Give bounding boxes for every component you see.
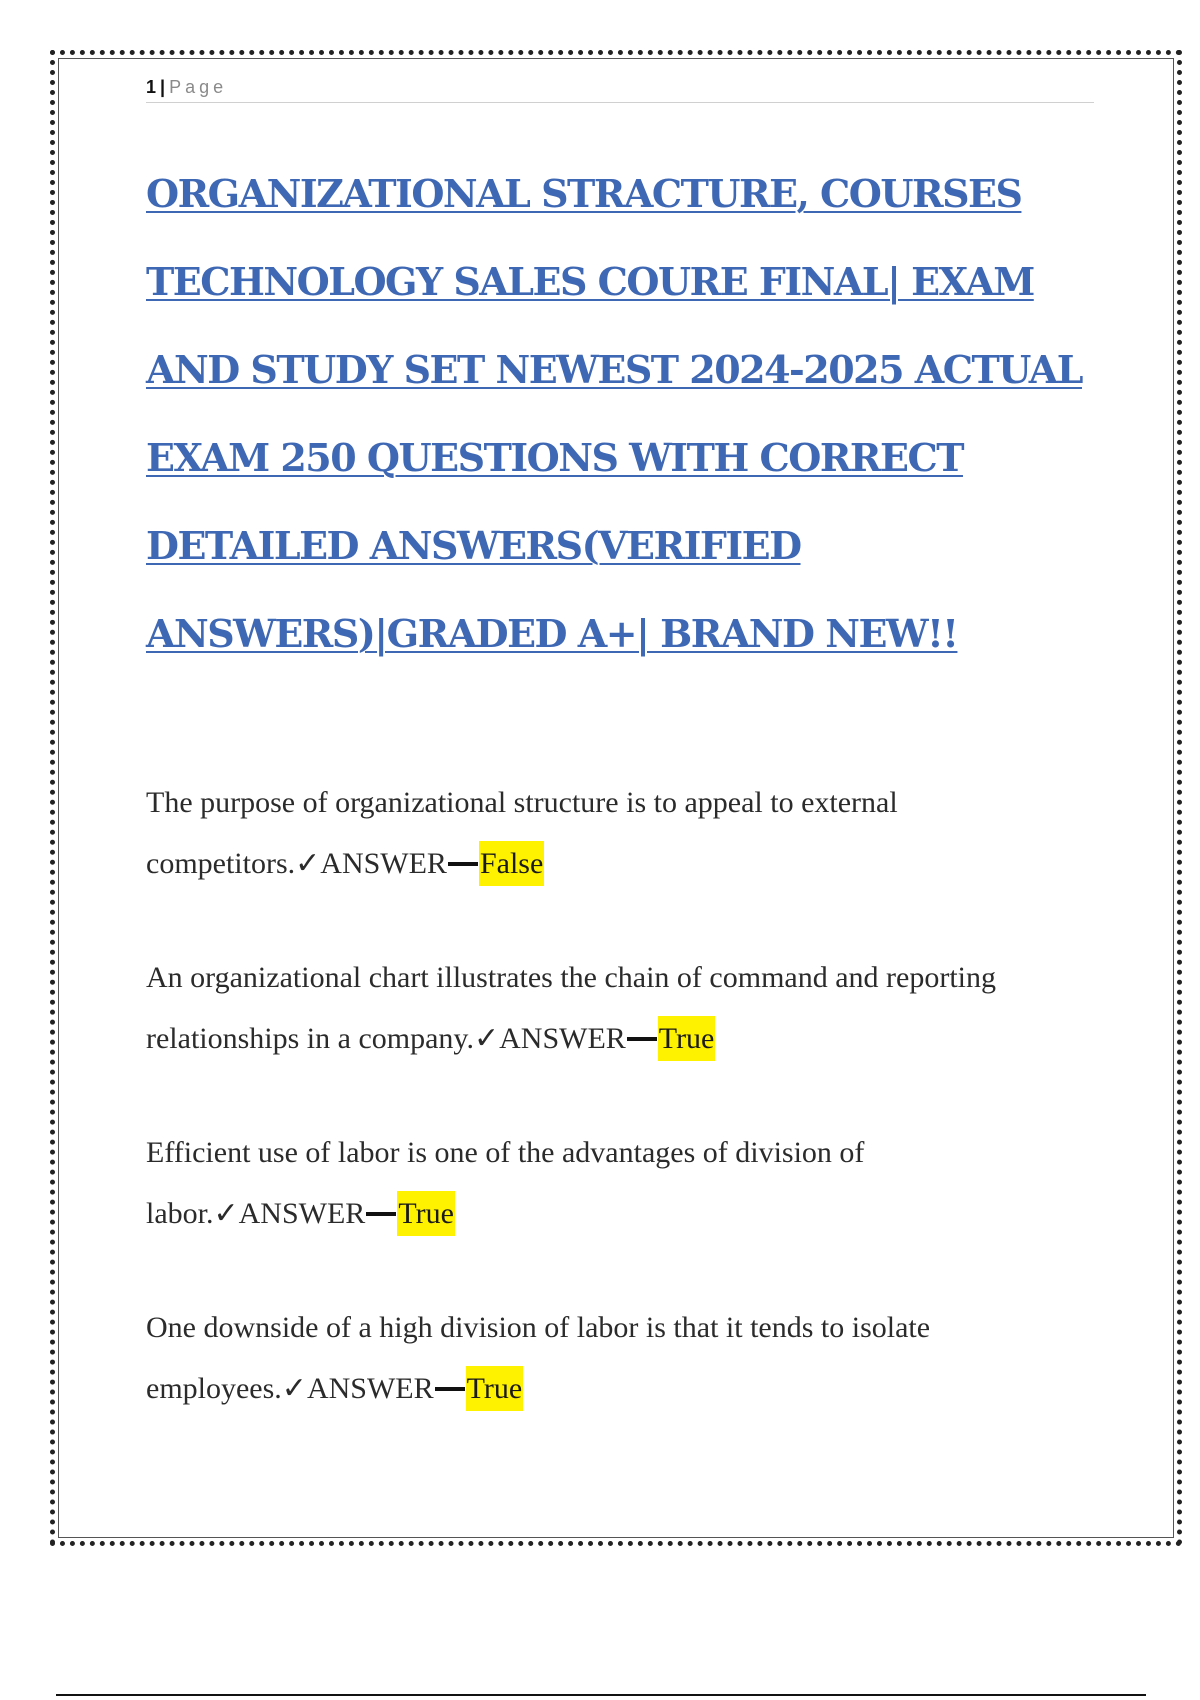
dash-icon [435, 1387, 465, 1391]
answer-highlight: True [397, 1191, 455, 1236]
question-text: An organizational chart illustrates the chain of command and reporting relationships in a company. [146, 961, 997, 1055]
qa-item [146, 1297, 1076, 1419]
check-icon: ✓ [281, 1372, 307, 1405]
answer-label: ANSWER [499, 1022, 626, 1055]
title-line: ANSWERS)|GRADED A+| BRAND NEW!! [146, 611, 958, 656]
page-label: Page [169, 77, 228, 97]
check-icon: ✓ [213, 1197, 239, 1230]
page-header [146, 74, 1094, 103]
title-line: ORGANIZATIONAL STRACTURE, COURSES [146, 171, 1022, 216]
answer-highlight: True [466, 1366, 524, 1411]
qa-item [146, 1122, 1076, 1244]
answer-highlight: True [658, 1016, 716, 1061]
page-separator: | [160, 77, 166, 97]
answer-highlight: False [479, 841, 544, 886]
question-text: The purpose of organizational structure is to appeal to external competitors. [146, 786, 898, 880]
answer-label: ANSWER [306, 1372, 434, 1405]
page-number: 1 [146, 77, 157, 97]
qa-list [146, 772, 1076, 1472]
answer-label: ANSWER [320, 847, 447, 880]
dash-icon [366, 1212, 396, 1216]
dash-icon [627, 1037, 657, 1041]
answer-label: ANSWER [238, 1197, 366, 1230]
title-line: EXAM 250 QUESTIONS WITH CORRECT [146, 435, 963, 480]
question-text: One downside of a high division of labor is that it tends to isolate employees. [146, 1311, 931, 1405]
document-title [146, 150, 1086, 678]
title-line: AND STUDY SET NEWEST 2024-2025 ACTUAL [146, 347, 1082, 392]
check-icon: ✓ [473, 1022, 500, 1055]
question-text: Efficient use of labor is one of the advantages of division of labor. [146, 1136, 865, 1230]
check-icon: ✓ [295, 847, 321, 880]
title-line: DETAILED ANSWERS(VERIFIED [146, 523, 801, 568]
qa-item [146, 947, 1076, 1069]
title-line: TECHNOLOGY SALES COURE FINAL| EXAM [146, 259, 1034, 304]
bottom-rule [56, 1694, 1146, 1696]
qa-item [146, 772, 1076, 894]
dash-icon [448, 862, 478, 866]
